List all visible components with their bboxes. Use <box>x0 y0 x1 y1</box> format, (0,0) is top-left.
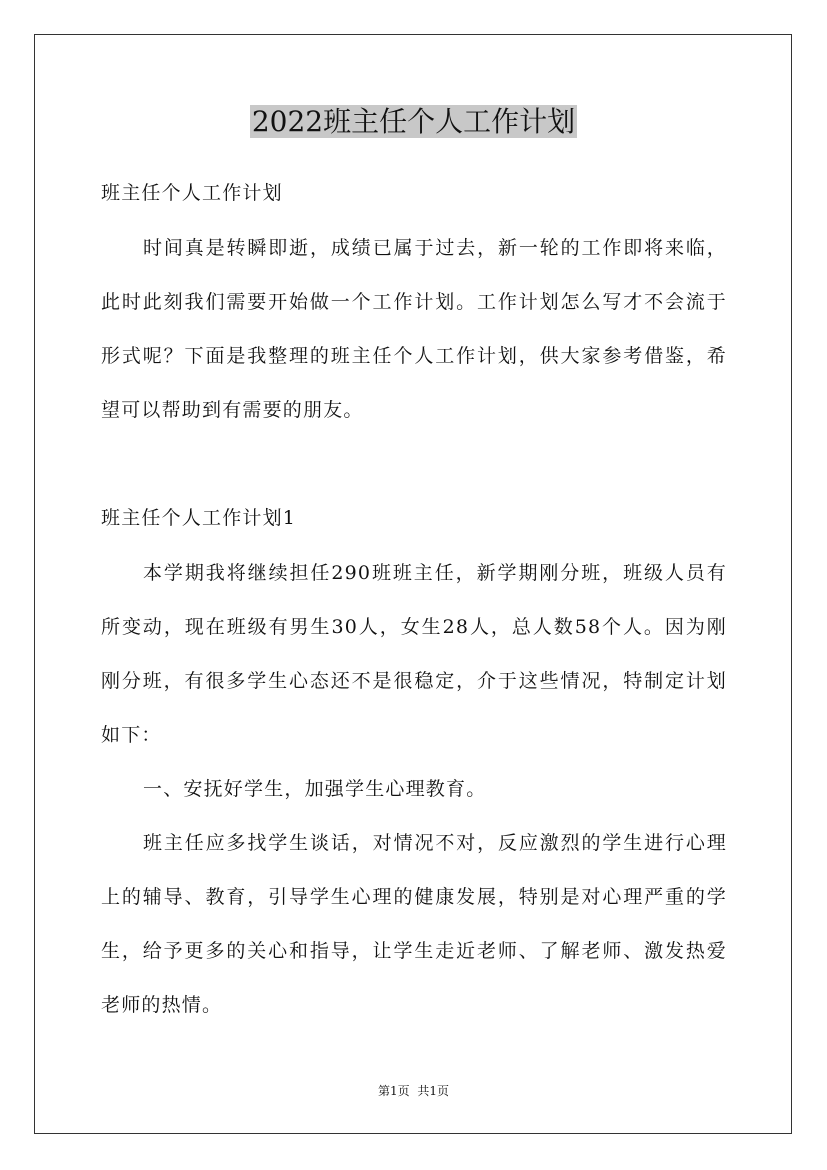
paragraph-line: 生，给予更多的关心和指导，让学生走近老师、了解老师、激发热爱 <box>101 940 727 962</box>
page-number: 第1页 <box>378 1084 410 1098</box>
paragraph-line: 班主任应多找学生谈话，对情况不对，反应激烈的学生进行心理 <box>143 832 727 854</box>
paragraph-line: 形式呢？下面是我整理的班主任个人工作计划，供大家参考借鉴，希 <box>101 345 727 367</box>
paragraph-line: 老师的热情。 <box>101 994 223 1016</box>
paragraph-line: 上的辅导、教育，引导学生心理的健康发展，特别是对心理严重的学 <box>101 886 727 908</box>
paragraph-line: 所变动，现在班级有男生30人，女生28人，总人数58个人。因为刚 <box>101 616 727 638</box>
paragraph-line: 本学期我将继续担任290班班主任，新学期刚分班，班级人员有 <box>143 562 727 584</box>
intro-heading: 班主任个人工作计划 <box>101 182 283 204</box>
document-title: 2022班主任个人工作计划 <box>251 105 576 138</box>
section-heading: 班主任个人工作计划1 <box>101 507 297 529</box>
page-total: 共1页 <box>417 1084 449 1098</box>
paragraph-line: 刚分班，有很多学生心态还不是很稳定，介于这些情况，特制定计划 <box>101 670 727 692</box>
page-footer <box>0 1083 827 1099</box>
paragraph-line: 望可以帮助到有需要的朋友。 <box>101 399 364 421</box>
paragraph-line: 如下： <box>101 724 162 746</box>
paragraph-line: 时间真是转瞬即逝，成绩已属于过去，新一轮的工作即将来临， <box>143 237 727 259</box>
paragraph-line: 此时此刻我们需要开始做一个工作计划。工作计划怎么写才不会流于 <box>101 291 727 313</box>
subsection-heading: 一、安抚好学生，加强学生心理教育。 <box>143 778 487 800</box>
